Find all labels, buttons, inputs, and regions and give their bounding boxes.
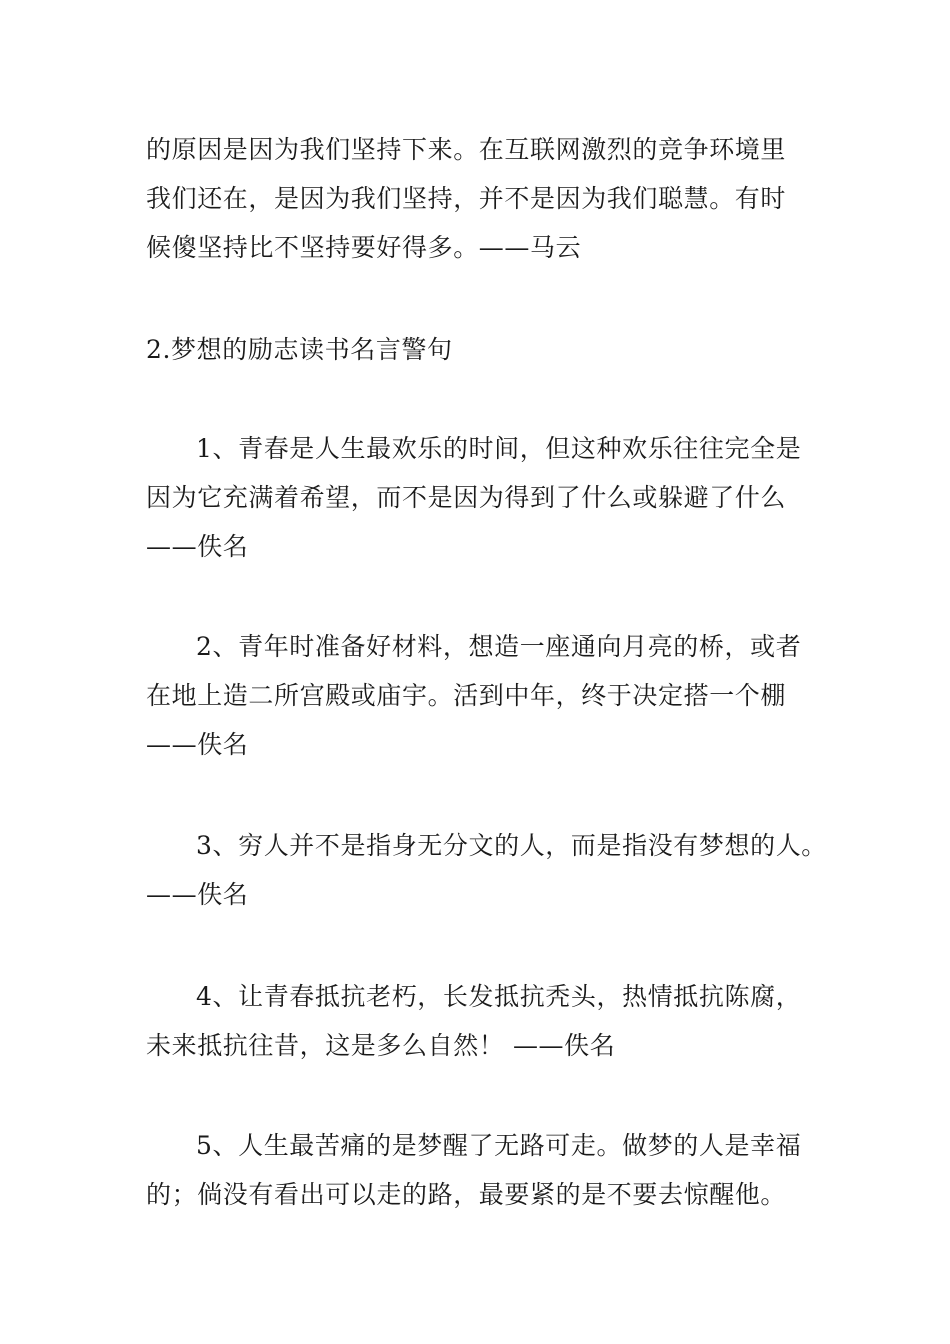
quote-4-line-1: 4、让青春抵抗老朽，长发抵抗秃头，热情抵抗陈腐， (196, 982, 802, 1011)
quote-3-line-2: ——佚名 (146, 880, 249, 909)
quote-5-line-2: 的；倘没有看出可以走的路，最要紧的是不要去惊醒他。 (146, 1180, 787, 1209)
intro-line-2: 我们还在，是因为我们坚持，并不是因为我们聪慧。有时 (146, 184, 787, 213)
section-heading: 2.梦想的励志读书名言警句 (146, 335, 453, 364)
quote-2-line-1: 2、青年时准备好材料，想造一座通向月亮的桥，或者 (196, 632, 802, 661)
quote-4-line-2: 未来抵抗往昔，这是多么自然！ ——佚名 (146, 1031, 616, 1060)
quote-2-line-3: ——佚名 (146, 730, 249, 759)
intro-line-1: 的原因是因为我们坚持下来。在互联网激烈的竞争环境里 (146, 135, 787, 164)
quote-3-line-1: 3、穷人并不是指身无分文的人，而是指没有梦想的人。 (196, 831, 827, 860)
quote-2-line-2: 在地上造二所宫殿或庙宇。活到中年，终于决定搭一个棚 (146, 681, 787, 710)
quote-1-line-3: ——佚名 (146, 532, 249, 561)
quote-1-line-1: 1、青春是人生最欢乐的时间，但这种欢乐往往完全是 (196, 434, 802, 463)
quote-5-line-1: 5、人生最苦痛的是梦醒了无路可走。做梦的人是幸福 (196, 1131, 802, 1160)
intro-line-3: 候傻坚持比不坚持要好得多。——马云 (146, 233, 582, 262)
quote-1-line-2: 因为它充满着希望，而不是因为得到了什么或躲避了什么 (146, 483, 787, 512)
